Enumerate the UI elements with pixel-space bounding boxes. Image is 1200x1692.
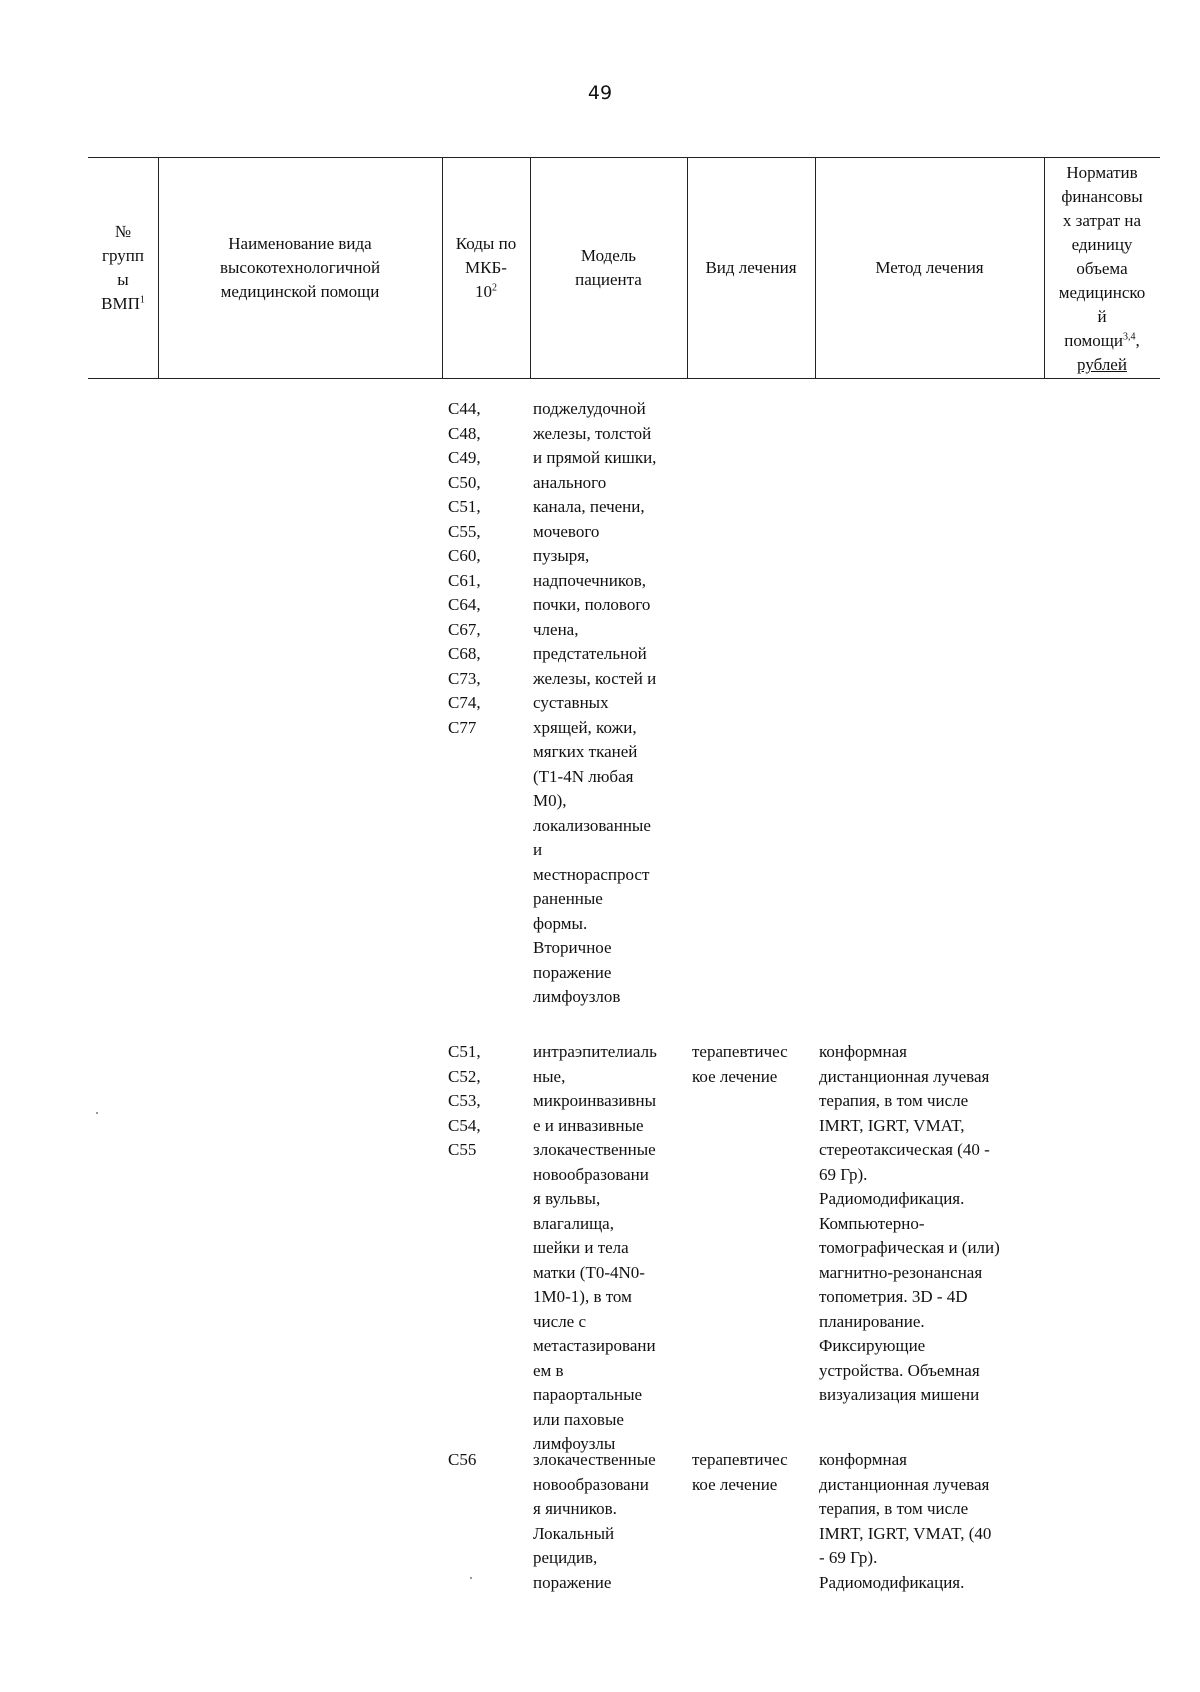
row-3-icd-codes: C56 <box>448 1450 477 1469</box>
scan-speck <box>470 1577 472 1579</box>
row-3-treatment-method: конформная дистанционная лучевая терапия, в том числе IMRT, IGRT, VMAT, (40 - 69 Гр). Радиомодификация. <box>819 1450 992 1592</box>
header-treatment-type: Вид лечения <box>705 258 797 277</box>
row-2-icd-codes: C51, C52, C53, C54, C55 <box>448 1042 481 1159</box>
page-number: 49 <box>587 82 613 104</box>
table-header <box>88 157 1160 379</box>
header-cost-standard: Норматив финансовы х затрат на единицу объема медицинско й помощи$^{3,4}$, рублей <box>1058 163 1146 374</box>
header-group-number: № групп ы ВМП$^1$ <box>101 222 145 313</box>
row-1-patient-model: поджелудочной железы, толстой и прямой кишки, анального канала, печени, мочевого пузыря, надпочечников, почки, полового члена, предстательной железы, костей и суставных хрящей, кожи, мягких тканей (T1-4N любая M0), локализованные и местнораспрост раненные формы. Вторичное поражение лимфоузлов <box>533 399 657 1006</box>
header-care-type-name: Наименование вида высокотехнологичной медицинской помощи <box>219 234 381 301</box>
row-2-treatment-type: терапевтичес кое лечение <box>692 1042 788 1086</box>
row-2-treatment-method: конформная дистанционная лучевая терапия, в том числе IMRT, IGRT, VMAT, стереотаксическая (40 - 69 Гр). Радиомодификация. Компьютерно- томографическая и (или) магнитно-резонансная топометрия. 3D - 4D планирование. Фиксирующие устройства. Объемная визуализация мишени <box>819 1042 1000 1404</box>
header-patient-model: Модель пациента <box>575 246 642 289</box>
scan-speck <box>96 1112 98 1114</box>
row-2-patient-model: интраэпителиаль ные, микроинвазивны е и инвазивные злокачественные новообразовани я вульвы, влагалища, шейки и тела матки (T0-4N0- 1M0-1), в том числе с метастазировани ем в параортальные или паховые лимфоузлы <box>533 1042 657 1453</box>
header-treatment-method: Метод лечения <box>875 258 984 277</box>
row-3-patient-model: злокачественные новообразовани я яичников. Локальный рецидив, поражение <box>533 1450 656 1592</box>
row-3-treatment-type: терапевтичес кое лечение <box>692 1450 788 1494</box>
row-1-icd-codes: C44, C48, C49, C50, C51, C55, C60, C61, C64, C67, C68, C73, C74, C77 <box>448 399 481 737</box>
header-icd-codes: Коды по МКБ- $10^2$ <box>455 234 517 301</box>
